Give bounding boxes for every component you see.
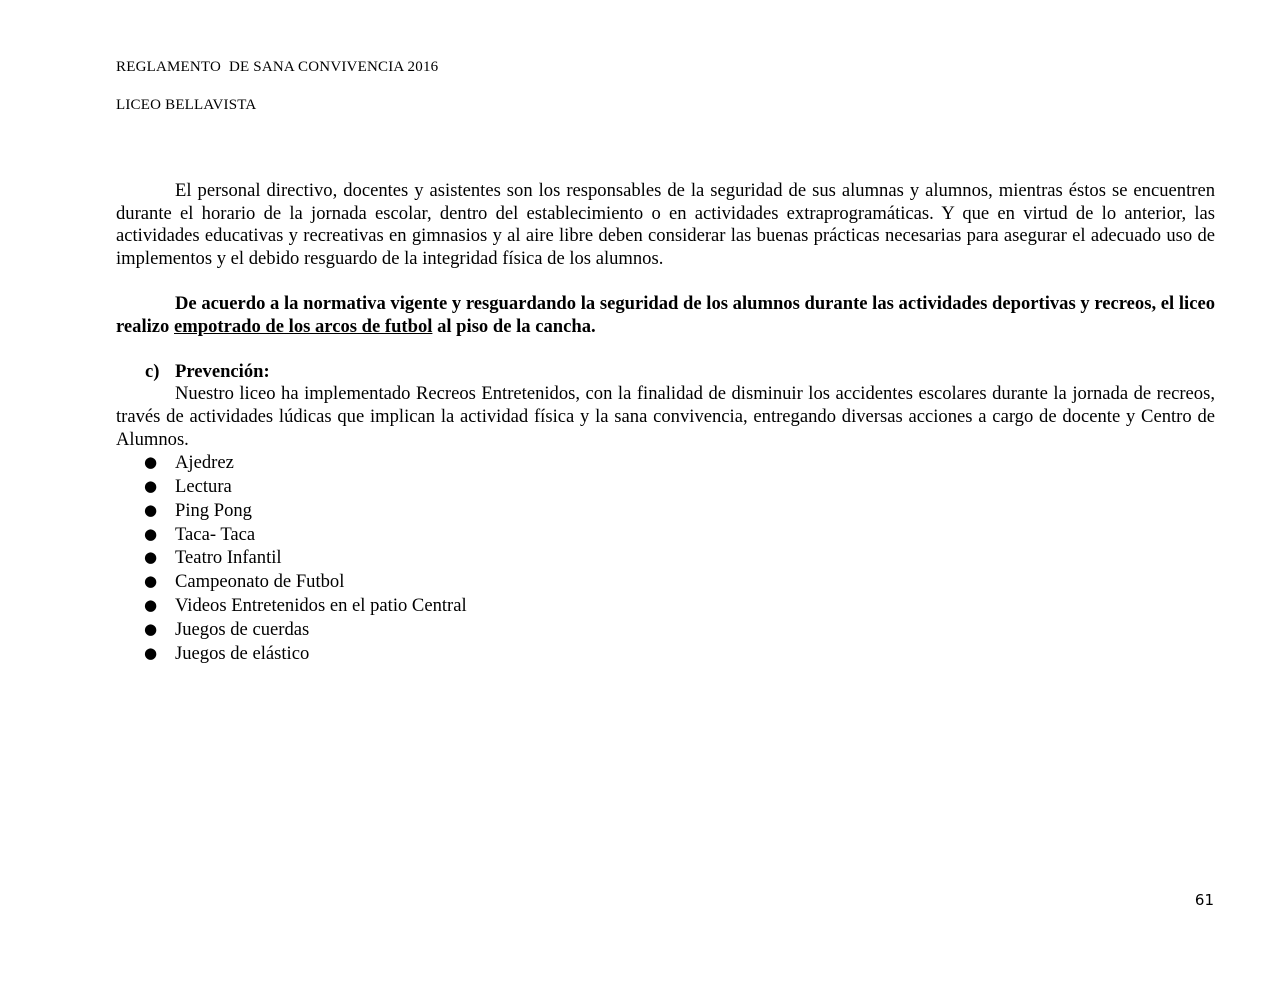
- page-number: 61: [1194, 891, 1214, 909]
- list-item-label: Ping Pong: [175, 499, 252, 521]
- paragraph-responsibility: El personal directivo, docentes y asistentes son los responsables de la seguridad de sus alumnas y alumnos, mientras éstos se encuentren durante el horario de la jornada escolar, dentro del establecimiento o en actividades extraprogramáticas. Y que en virtud de lo anterior, las actividades educativas y recreativas en gimnasios y al aire libre deben considerar las buenas prácticas necesarias para asegurar el adecuado uso de implementos y el debido resguardo de la integridad física de los alumnos.: [116, 180, 1215, 269]
- bullet-icon: ●: [144, 548, 158, 567]
- bullet-icon: ●: [144, 595, 158, 614]
- list-item-label: Teatro Infantil: [175, 547, 282, 569]
- paragraph-prevention: Nuestro liceo ha implementado Recreos Entretenidos, con la finalidad de disminuir los accidentes escolares durante la jornada de recreos, través de actividades lúdicas que implican la actividad física y la sana convivencia, entregando diversas acciones a cargo de docente y Centro de Alumnos.: [116, 383, 1215, 450]
- list-item-label: Campeonato de Futbol: [175, 571, 345, 593]
- bullet-icon: ●: [144, 619, 158, 638]
- paragraph-spacer: [116, 270, 1215, 293]
- list-item-label: Videos Entretenidos en el patio Central: [175, 594, 467, 616]
- list-item-label: Juegos de cuerdas: [175, 618, 310, 640]
- list-item: [116, 546, 1215, 570]
- section-marker: c): [145, 360, 160, 382]
- list-item: [116, 594, 1215, 618]
- bullet-icon: ●: [144, 572, 158, 591]
- list-item: [116, 618, 1215, 642]
- document-header-title: REGLAMENTO DE SANA CONVIVENCIA 2016: [116, 59, 439, 75]
- safety-text-start: De acuerdo a la normativa vigente y resguardando la seguridad de los alumnos durante las actividades deportivas y recreos, el liceo realizo: [116, 292, 1215, 337]
- list-item-label: Taca- Taca: [175, 523, 256, 545]
- bullet-icon: ●: [144, 476, 158, 495]
- page-body: [116, 180, 1215, 665]
- list-item: [116, 475, 1215, 499]
- bullet-icon: ●: [144, 500, 158, 519]
- safety-text-end: al piso de la cancha.: [432, 315, 596, 337]
- list-item-label: Juegos de elástico: [175, 642, 310, 664]
- list-item: [116, 570, 1215, 594]
- section-heading-prevention: [116, 361, 1215, 384]
- bullet-icon: ●: [144, 524, 158, 543]
- paragraph-spacer: [116, 338, 1215, 361]
- safety-text-underlined: empotrado de los arcos de futbol: [174, 315, 433, 337]
- paragraph-safety-measure: [116, 293, 1215, 338]
- bullet-icon: ●: [144, 643, 158, 662]
- bullet-icon: ●: [144, 453, 158, 472]
- list-item-label: Ajedrez: [175, 452, 234, 474]
- list-item-label: Lectura: [175, 475, 232, 497]
- list-item: [116, 523, 1215, 547]
- document-header-school: LICEO BELLAVISTA: [116, 97, 257, 113]
- list-item: [116, 451, 1215, 475]
- list-item: [116, 499, 1215, 523]
- section-title: Prevención:: [175, 360, 270, 382]
- activity-list: [116, 451, 1215, 665]
- list-item: [116, 642, 1215, 666]
